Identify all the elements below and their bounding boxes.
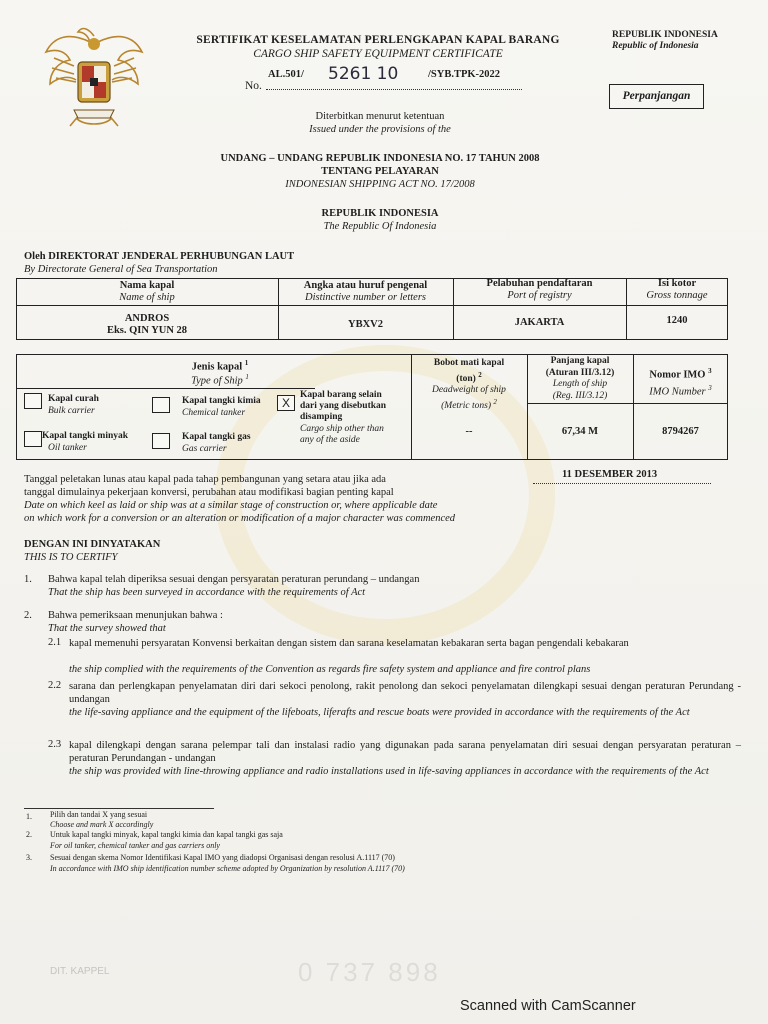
certify-heading-id: DENGAN INI DINYATAKAN <box>24 539 161 550</box>
gas-carrier-label-id: Kapal tangki gas <box>182 432 251 442</box>
footnote-2-text-id: Untuk kapal tangki minyak, kapal tangki kimia dan kapal tangki gas saja <box>50 830 283 839</box>
length-value: 67,34 M <box>561 426 599 437</box>
certificate-number-suffix: /SYB.TPK-2022 <box>428 69 501 80</box>
ship-type-header: Jenis kapal $^1$ Type of Ship $^1$ <box>191 359 249 386</box>
deadweight-header: Bobot mati kapal (ton) $^2$ Deadweight of ship (Metric tons) $^2$ <box>432 358 506 411</box>
footnote-1-text-id: Pilih dan tandai X yang sesuai <box>50 810 148 819</box>
keel-date-value: 11 DESEMBER 2013 <box>562 469 658 480</box>
act-title-id: UNDANG – UNDANG REPUBLIK INDONESIA NO. 17 TAHUN 2008 <box>220 153 540 164</box>
bulk-carrier-label-id: Kapal curah <box>48 394 99 404</box>
distinctive-value: YBXV2 <box>347 319 383 330</box>
footnote-3-number: 3. <box>26 853 32 862</box>
renewal-box: Perpanjangan <box>609 84 704 109</box>
issued-under-en: Issued under the provisions of the <box>309 124 451 135</box>
republic-heading-id: REPUBLIK INDONESIA <box>321 208 439 219</box>
item-2-number: 2. <box>24 610 32 621</box>
item-2-3-text-en: the ship was provided with line-throwing appliance and radio installations used in life-saving appliances in accordance with the requirements of the Act <box>69 766 709 777</box>
keel-text-en-1: Date on which keel as laid or ship was at a similar stage of construction or, where applicable date <box>24 500 438 511</box>
garuda-emblem-icon <box>40 22 148 134</box>
republic-label-id: REPUBLIK INDONESIA <box>612 30 718 40</box>
scanner-watermark: Scanned with CamScanner <box>460 998 636 1014</box>
footnote-rule <box>24 808 214 809</box>
certify-heading-en: THIS IS TO CERTIFY <box>24 552 118 563</box>
keel-text-id-1: Tanggal peletakan lunas atau kapal pada tahap pembangunan yang setara atau jika ada <box>24 474 386 485</box>
footnote-3-text-en: In accordance with IMO ship identification number scheme adopted by Organization by resolution A.1117 (70) <box>50 864 405 873</box>
oil-tanker-label-id: Kapal tangki minyak <box>42 431 129 441</box>
chemical-tanker-label-en: Chemical tanker <box>182 408 246 418</box>
imo-header: Nomor IMO $^3$ IMO Number $^3$ <box>649 367 712 397</box>
item-1-text-en: That the ship has been surveyed in accordance with the requirements of Act <box>48 587 366 598</box>
item-2-text-en: That the survey showed that <box>48 623 166 634</box>
oil-tanker-label-en: Oil tanker <box>48 443 87 453</box>
other-cargo-ship-label-id: Kapal barang selain dari yang disebutkan disamping <box>300 390 387 422</box>
distinctive-header: Angka atau huruf pengenal Distinctive number or letters <box>303 280 428 303</box>
keel-text-en-2: on which work for a conversion or an alteration or modification of a major character was commenced <box>24 513 456 524</box>
certificate-number-handwritten: 5261 10 <box>328 64 399 84</box>
item-2-2-text-id: sarana dan perlengkapan penyelamatan diri dari sekoci penolong, rakit penolong dan sekoci penyelamatan dilengkapi sesuai dengan peraturan Perundang - undangan <box>69 681 741 705</box>
other-cargo-ship-checkbox[interactable]: X <box>277 395 295 411</box>
act-title-en: INDONESIAN SHIPPING ACT NO. 17/2008 <box>285 179 475 190</box>
issued-by-id: Oleh DIREKTORAT JENDERAL PERHUBUNGAN LAUT <box>24 251 295 262</box>
number-dotted-line <box>266 89 522 90</box>
port-header: Pelabuhan pendaftaran Port of registry <box>486 278 593 301</box>
item-2-3-number: 2.3 <box>48 739 62 750</box>
gross-tonnage-value: 1240 <box>666 315 688 326</box>
department-stamp: DIT. KAPPEL <box>50 966 110 977</box>
port-value: JAKARTA <box>514 317 565 328</box>
republic-heading-en: The Republic Of Indonesia <box>323 221 437 232</box>
footnote-1-number: 1. <box>26 812 32 821</box>
item-1-text-id: Bahwa kapal telah diperiksa sesuai dengan persyaratan peraturan perundang – undangan <box>48 574 420 585</box>
keel-date-dotted-line <box>533 483 711 484</box>
bulk-carrier-label-en: Bulk carrier <box>48 406 95 416</box>
item-2-1-text-id: kapal memenuhi persyaratan Konvensi berkaitan dengan sistem dan sarana keselamatan kebakaran serta bagan pengendali kebakaran <box>69 638 629 649</box>
item-2-1-number: 2.1 <box>48 637 62 648</box>
issued-under-id: Diterbitkan menurut ketentuan <box>315 111 445 122</box>
serial-number: 0 737 898 <box>298 957 441 987</box>
certificate-title-en: CARGO SHIP SAFETY EQUIPMENT CERTIFICATE <box>253 48 503 60</box>
item-2-2-text-en: the life-saving appliance and the equipment of the lifeboats, liferafts and rescue boats were provided in accordance with the requirements of the Act <box>69 707 690 718</box>
length-header: Panjang kapal (Aturan III/3.12) Length of ship (Reg. III/3.12) <box>545 356 615 401</box>
footnote-1-text-en: Choose and mark X accordingly <box>50 820 154 829</box>
certificate-title-id: SERTIFIKAT KESELAMATAN PERLENGKAPAN KAPAL BARANG <box>196 34 560 46</box>
certificate-number-prefix: AL.501/ <box>268 69 304 80</box>
other-cargo-ship-label-en: Cargo ship other than any of the aside <box>300 424 384 445</box>
oil-tanker-checkbox[interactable] <box>24 431 42 447</box>
ship-name-header: Nama kapal Name of ship <box>119 280 175 303</box>
item-2-2-number: 2.2 <box>48 680 62 691</box>
footnote-3-text-id: Sesuai dengan skema Nomor Identifikasi Kapal IMO yang diadopsi Organisasi dengan resolusi A.1117 (70) <box>50 853 395 862</box>
keel-text-id-2: tanggal dimulainya pekerjaan konversi, perubahan atau modifikasi bagian penting kapal <box>24 487 394 498</box>
deadweight-value: -- <box>465 426 473 437</box>
chemical-tanker-label-id: Kapal tangki kimia <box>182 396 261 406</box>
bulk-carrier-checkbox[interactable] <box>24 393 42 409</box>
gross-tonnage-header: Isi kotor Gross tonnage <box>646 278 708 301</box>
footnote-2-number: 2. <box>26 830 32 839</box>
no-label: No. <box>245 80 262 92</box>
item-2-1-text-en: the ship complied with the requirements of the Convention as regards fire safety system and appliance and fire control plans <box>69 664 591 675</box>
footnote-2-text-en: For oil tanker, chemical tanker and gas carriers only <box>50 841 220 850</box>
item-2-3-text-id: kapal dilengkapi dengan sarana pelempar tali dan instalasi radio yang digunakan pada sarana penyelamatan diri sesuai dengan persyaratan peraturan – peraturan Perundangan - undangan <box>69 740 741 764</box>
imo-value: 8794267 <box>662 426 699 437</box>
chemical-tanker-checkbox[interactable] <box>152 397 170 413</box>
republic-label-en: Republic of Indonesia <box>612 41 699 51</box>
act-subtitle-id: TENTANG PELAYARAN <box>321 166 439 177</box>
issued-by-en: By Directorate General of Sea Transportation <box>24 264 218 275</box>
gas-carrier-checkbox[interactable] <box>152 433 170 449</box>
gas-carrier-label-en: Gas carrier <box>182 444 227 454</box>
item-2-text-id: Bahwa pemeriksaan menunjukan bahwa : <box>48 610 223 621</box>
ship-name-value: ANDROS Eks. QIN YUN 28 <box>106 313 188 336</box>
item-1-number: 1. <box>24 574 32 585</box>
